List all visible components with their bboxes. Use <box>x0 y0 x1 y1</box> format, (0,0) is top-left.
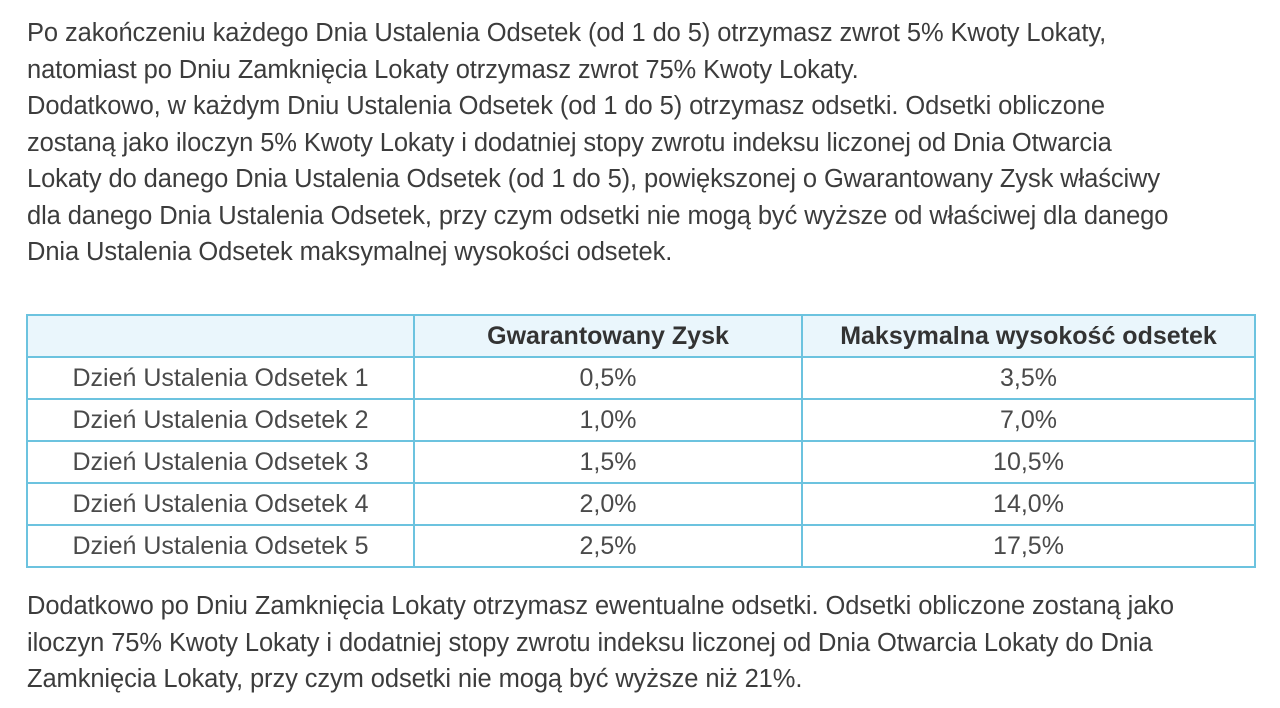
interest-rates-table <box>26 314 1256 568</box>
row-label: Dzień Ustalenia Odsetek 4 <box>27 483 414 525</box>
intro-paragraph <box>27 15 1267 271</box>
table-row <box>27 441 1255 483</box>
max-interest-value: 3,5% <box>802 357 1255 399</box>
row-label: Dzień Ustalenia Odsetek 1 <box>27 357 414 399</box>
max-interest-value: 10,5% <box>802 441 1255 483</box>
guaranteed-profit-value: 0,5% <box>414 357 802 399</box>
intro-line: Lokaty do danego Dnia Ustalenia Odsetek (od 1 do 5), powiększonej o Gwarantowany Zysk właściwy <box>27 165 1161 193</box>
table-row <box>27 399 1255 441</box>
header-max-interest: Maksymalna wysokość odsetek <box>802 315 1255 357</box>
row-label: Dzień Ustalenia Odsetek 5 <box>27 525 414 567</box>
intro-line: zostaną jako iloczyn 5% Kwoty Lokaty i dodatniej stopy zwrotu indeksu liczonej od Dnia Otwarcia <box>27 128 1112 157</box>
table-row <box>27 483 1255 525</box>
guaranteed-profit-value: 1,0% <box>414 399 802 441</box>
table-header-row <box>27 315 1255 357</box>
max-interest-value: 7,0% <box>802 399 1255 441</box>
outro-line: iloczyn 75% Kwoty Lokaty i dodatniej stopy zwrotu indeksu liczonej od Dnia Otwarcia Lokaty do Dnia <box>27 628 1153 657</box>
guaranteed-profit-value: 1,5% <box>414 441 802 483</box>
row-label: Dzień Ustalenia Odsetek 3 <box>27 441 414 483</box>
intro-line: Po zakończeniu każdego Dnia Ustalenia Odsetek (od 1 do 5) otrzymasz zwrot 5% Kwoty Lokaty, <box>27 19 1107 47</box>
max-interest-value: 14,0% <box>802 483 1255 525</box>
max-interest-value: 17,5% <box>802 525 1255 567</box>
row-label: Dzień Ustalenia Odsetek 2 <box>27 399 414 441</box>
intro-line: Dodatkowo, w każdym Dniu Ustalenia Odsetek (od 1 do 5) otrzymasz odsetki. Odsetki obliczone <box>27 92 1105 120</box>
table-row <box>27 357 1255 399</box>
guaranteed-profit-value: 2,5% <box>414 525 802 567</box>
outro-line: Zamknięcia Lokaty, przy czym odsetki nie mogą być wyższe niż 21%. <box>27 665 803 693</box>
intro-line: dla danego Dnia Ustalenia Odsetek, przy czym odsetki nie mogą być wyższe od właściwej dla danego <box>27 201 1169 230</box>
table-row <box>27 525 1255 567</box>
header-guaranteed-profit: Gwarantowany Zysk <box>414 315 802 357</box>
intro-line: natomiast po Dniu Zamknięcia Lokaty otrzymasz zwrot 75% Kwoty Lokaty. <box>27 55 859 84</box>
outro-paragraph <box>27 588 1267 698</box>
header-empty-cell <box>27 315 414 357</box>
outro-line: Dodatkowo po Dniu Zamknięcia Lokaty otrzymasz ewentualne odsetki. Odsetki obliczone zostaną jako <box>27 592 1175 620</box>
intro-line: Dnia Ustalenia Odsetek maksymalnej wysokości odsetek. <box>27 238 673 266</box>
guaranteed-profit-value: 2,0% <box>414 483 802 525</box>
